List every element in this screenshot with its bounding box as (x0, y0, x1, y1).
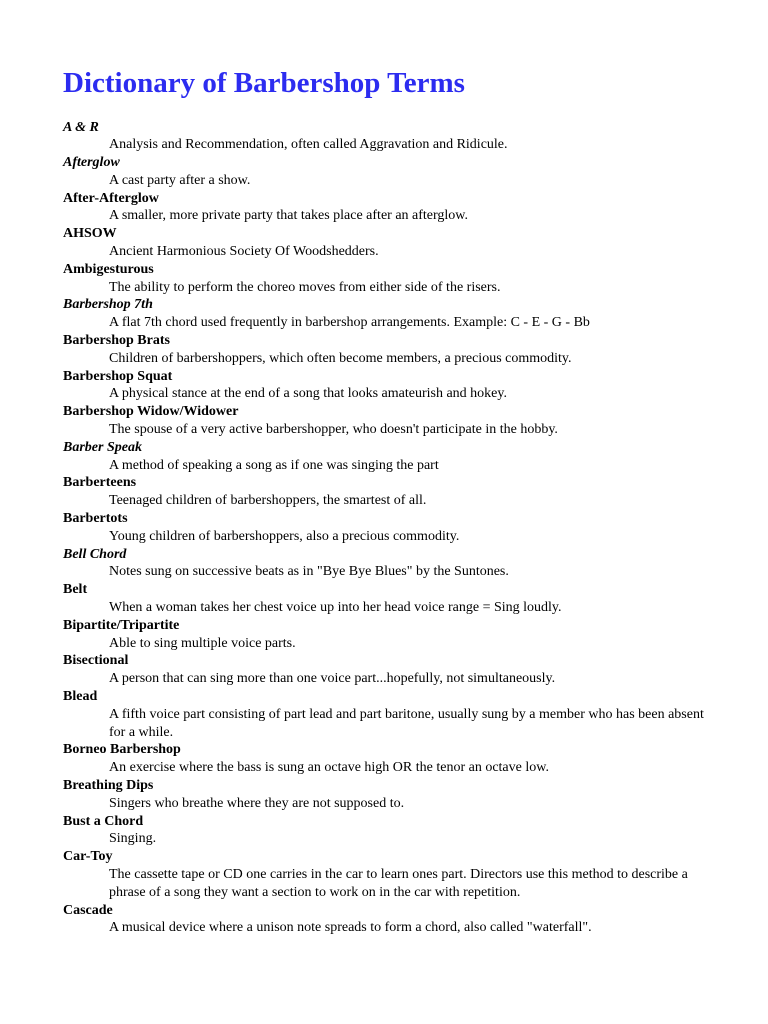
glossary-term: Car-Toy (63, 849, 113, 865)
glossary-definition: A person that can sing more than one voice part...hopefully, not simultaneously. (109, 671, 556, 687)
glossary-list (63, 119, 723, 938)
glossary-term: Blead (63, 689, 98, 704)
glossary-term: AHSOW (63, 226, 117, 242)
glossary-definition: A fifth voice part consisting of part lead and part baritone, usually sung by a member who has been absent for a while. (109, 706, 704, 740)
glossary-definition: Singers who breathe where they are not supposed to. (109, 795, 405, 811)
glossary-term: Barbershop Widow/Widower (63, 404, 239, 420)
glossary-term: A & R (63, 119, 99, 135)
glossary-term: Bisectional (63, 653, 129, 669)
glossary-term: Barberteens (63, 475, 137, 491)
glossary-term: Ambigesturous (63, 261, 154, 277)
glossary-definition: The spouse of a very active barbershopper, who doesn't participate in the hobby. (109, 422, 558, 438)
glossary-definition: Children of barbershoppers, which often become members, a precious commodity. (109, 350, 572, 366)
glossary-term: Barber Speak (63, 439, 142, 455)
glossary-definition: Teenaged children of barbershoppers, the smartest of all. (109, 493, 427, 509)
glossary-definition: An exercise where the bass is sung an octave high OR the tenor an octave low. (109, 760, 549, 776)
page-title: Dictionary of Barbershop Terms (63, 67, 465, 99)
glossary-term: Bust a Chord (63, 813, 144, 829)
glossary-term: Borneo Barbershop (63, 742, 181, 758)
glossary-definition: A flat 7th chord used frequently in barbershop arrangements. Example: C - E - G - Bb (109, 315, 590, 331)
glossary-term: After-Afterglow (63, 190, 159, 206)
glossary-term: Belt (63, 582, 88, 598)
glossary-definition: A musical device where a unison note spreads to form a chord, also called "waterfall". (109, 920, 592, 936)
glossary-definition: A smaller, more private party that takes place after an afterglow. (109, 208, 469, 224)
glossary-definition: When a woman takes her chest voice up into her head voice range = Sing loudly. (109, 600, 562, 616)
glossary-term: Bipartite/Tripartite (63, 617, 180, 633)
glossary-term: Breathing Dips (63, 777, 154, 793)
glossary-definition: Able to sing multiple voice parts. (109, 635, 296, 651)
glossary-definition: The cassette tape or CD one carries in the car to learn ones part. Directors use this method to describe a phrase of a song they want a section to work on in the car with repetition. (109, 866, 688, 900)
glossary-term: Barbershop Squat (63, 368, 173, 384)
glossary-term: Barbershop Brats (63, 333, 170, 349)
glossary-term: Afterglow (63, 155, 120, 171)
glossary-definition: Singing. (109, 831, 157, 847)
glossary-definition: A physical stance at the end of a song that looks amateurish and hokey. (109, 386, 507, 402)
glossary-definition: Notes sung on successive beats as in "Bye Bye Blues" by the Suntones. (109, 564, 509, 580)
glossary-term: Bell Chord (63, 546, 127, 562)
glossary-term: Cascade (63, 902, 113, 918)
glossary-term: Barbershop 7th (63, 297, 153, 313)
glossary-definition: A method of speaking a song as if one was singing the part (109, 457, 439, 473)
glossary-term: Barbertots (63, 511, 128, 527)
glossary-definition: Ancient Harmonious Society Of Woodshedders. (109, 244, 379, 260)
glossary-definition: Analysis and Recommendation, often called Aggravation and Ridicule. (109, 137, 508, 153)
glossary-definition: A cast party after a show. (109, 172, 251, 188)
glossary-definition: The ability to perform the choreo moves from either side of the risers. (109, 279, 501, 295)
glossary-definition: Young children of barbershoppers, also a precious commodity. (109, 528, 460, 544)
